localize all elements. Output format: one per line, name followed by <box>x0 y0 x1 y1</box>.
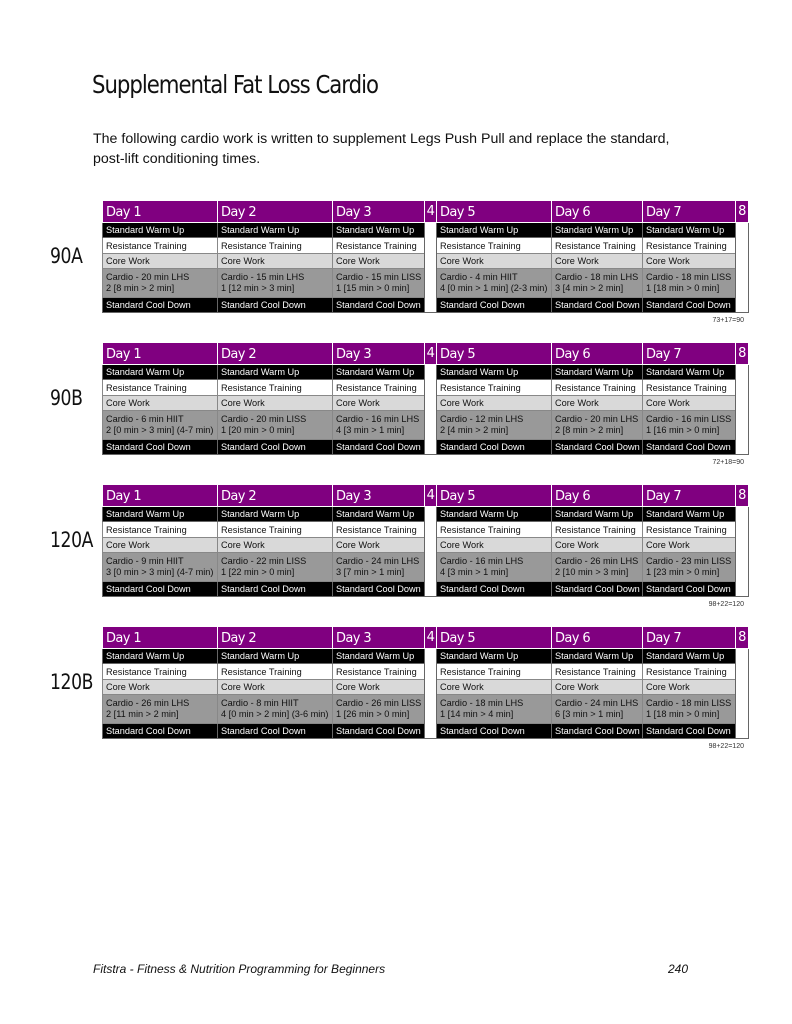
program-label: 120A <box>50 528 94 552</box>
cardio-intervals: 1 [12 min > 3 min] <box>221 283 295 293</box>
rest-day-cell: R <box>736 507 749 597</box>
workout-cell: Standard Cool Down <box>103 440 218 455</box>
cardio-cell <box>552 553 643 582</box>
workout-cell: Resistance Training <box>103 664 218 680</box>
rest-day-cell: R <box>425 223 437 313</box>
cardio-duration: Cardio - 18 min LHS <box>440 698 524 708</box>
workout-cell: Resistance Training <box>437 238 552 254</box>
cardio-cell <box>643 411 736 440</box>
workout-cell: Standard Warm Up <box>552 507 643 522</box>
program-block <box>0 484 792 624</box>
day-header: Day 5 <box>437 201 552 223</box>
day-header: Day 3 <box>333 343 425 365</box>
cardio-duration: Cardio - 12 min LHS <box>440 414 524 424</box>
workout-cell: Standard Cool Down <box>643 440 736 455</box>
workout-cell: Core Work <box>218 538 333 553</box>
workout-cell: Standard Warm Up <box>552 365 643 380</box>
cardio-intervals: 2 [8 min > 2 min] <box>106 283 175 293</box>
rest-day-cell: R <box>736 365 749 455</box>
workout-cell: Standard Warm Up <box>333 649 425 664</box>
workout-cell: Core Work <box>643 680 736 695</box>
workout-cell: Standard Warm Up <box>333 223 425 238</box>
cardio-duration: Cardio - 8 min HIIT <box>221 698 299 708</box>
workout-cell: Standard Warm Up <box>437 365 552 380</box>
workout-cell: Core Work <box>552 680 643 695</box>
cardio-cell <box>437 553 552 582</box>
workout-cell: Standard Cool Down <box>103 298 218 313</box>
workout-cell: Standard Warm Up <box>552 223 643 238</box>
intro-paragraph: The following cardio work is written to supplement Legs Push Pull and replace the standard, post-lift conditioning times. <box>93 131 670 167</box>
cardio-cell <box>552 695 643 724</box>
cardio-cell <box>103 553 218 582</box>
day-header: Day 1 <box>103 485 218 507</box>
day-header: Day 6 <box>552 201 643 223</box>
page-number: 240 <box>668 962 689 976</box>
page-title: Supplemental Fat Loss Cardio <box>92 70 378 99</box>
cardio-intervals: 1 [16 min > 0 min] <box>646 425 720 435</box>
workout-cell: Standard Cool Down <box>643 724 736 739</box>
day-header: 8 <box>736 627 749 649</box>
workout-cell: Resistance Training <box>643 380 736 396</box>
cardio-cell <box>552 411 643 440</box>
workout-cell: Core Work <box>333 254 425 269</box>
workout-cell: Core Work <box>437 254 552 269</box>
day-header: Day 6 <box>552 343 643 365</box>
workout-cell: Resistance Training <box>437 522 552 538</box>
workout-cell: Core Work <box>552 254 643 269</box>
day-header: 4 <box>425 201 437 223</box>
workout-cell: Core Work <box>333 680 425 695</box>
workout-cell: Standard Warm Up <box>437 507 552 522</box>
workout-cell: Standard Cool Down <box>552 582 643 597</box>
cardio-duration: Cardio - 6 min HIIT <box>106 414 184 424</box>
workout-cell: Resistance Training <box>437 380 552 396</box>
workout-cell: Standard Warm Up <box>643 365 736 380</box>
workout-cell: Core Work <box>643 538 736 553</box>
workout-cell: Standard Warm Up <box>103 223 218 238</box>
program-table <box>102 200 749 313</box>
workout-cell: Resistance Training <box>552 522 643 538</box>
day-header: Day 7 <box>643 627 736 649</box>
cardio-duration: Cardio - 24 min LHS <box>336 556 420 566</box>
cardio-duration: Cardio - 22 min LISS <box>221 556 307 566</box>
workout-cell: Standard Cool Down <box>552 298 643 313</box>
workout-cell: Resistance Training <box>218 664 333 680</box>
workout-cell: Standard Cool Down <box>218 298 333 313</box>
workout-cell: Standard Warm Up <box>103 649 218 664</box>
workout-cell: Standard Cool Down <box>552 724 643 739</box>
day-header-row <box>103 201 749 223</box>
workout-cell: Core Work <box>643 396 736 411</box>
program-label: 120B <box>50 670 94 694</box>
day-header: 8 <box>736 485 749 507</box>
workout-cell: Core Work <box>643 254 736 269</box>
workout-cell: Standard Warm Up <box>218 507 333 522</box>
warm-up-row <box>103 507 749 522</box>
cardio-intervals: 1 [20 min > 0 min] <box>221 425 295 435</box>
workout-cell: Resistance Training <box>643 664 736 680</box>
workout-cell: Standard Cool Down <box>643 298 736 313</box>
cardio-intervals: 4 [3 min > 1 min] <box>336 425 405 435</box>
day-header: Day 1 <box>103 343 218 365</box>
day-header: Day 2 <box>218 627 333 649</box>
program-table <box>102 342 749 455</box>
day-header: Day 5 <box>437 343 552 365</box>
cardio-duration: Cardio - 16 min LISS <box>646 414 732 424</box>
time-sum: 98+22=120 <box>708 601 744 608</box>
time-sum: 73+17=90 <box>712 317 744 324</box>
cardio-cell <box>218 411 333 440</box>
workout-cell: Standard Warm Up <box>218 365 333 380</box>
workout-cell: Standard Cool Down <box>437 298 552 313</box>
workout-cell: Core Work <box>103 396 218 411</box>
workout-cell: Resistance Training <box>552 664 643 680</box>
workout-cell: Standard Cool Down <box>333 724 425 739</box>
cardio-duration: Cardio - 26 min LHS <box>106 698 190 708</box>
cardio-intervals: 1 [18 min > 0 min] <box>646 709 720 719</box>
workout-cell: Resistance Training <box>643 238 736 254</box>
day-header: 4 <box>425 343 437 365</box>
warm-up-row <box>103 649 749 664</box>
program-block <box>0 626 792 766</box>
day-header: Day 5 <box>437 485 552 507</box>
workout-cell: Standard Cool Down <box>333 440 425 455</box>
cardio-intervals: 1 [26 min > 0 min] <box>336 709 410 719</box>
day-header: Day 7 <box>643 485 736 507</box>
workout-cell: Standard Warm Up <box>218 649 333 664</box>
time-sum: 72+18=90 <box>712 459 744 466</box>
warm-up-row <box>103 365 749 380</box>
cardio-intervals: 4 [0 min > 1 min] (2-3 min) <box>440 283 548 293</box>
workout-cell: Core Work <box>103 538 218 553</box>
workout-cell: Core Work <box>103 254 218 269</box>
day-header: Day 2 <box>218 343 333 365</box>
cardio-duration: Cardio - 18 min LISS <box>646 698 732 708</box>
workout-cell: Standard Cool Down <box>437 582 552 597</box>
day-header: 8 <box>736 201 749 223</box>
workout-cell: Standard Cool Down <box>218 582 333 597</box>
day-header: Day 2 <box>218 201 333 223</box>
workout-cell: Core Work <box>552 538 643 553</box>
cardio-cell <box>103 695 218 724</box>
cardio-intervals: 2 [8 min > 2 min] <box>555 425 624 435</box>
workout-cell: Resistance Training <box>437 664 552 680</box>
warm-up-row <box>103 223 749 238</box>
cardio-intervals: 2 [0 min > 3 min] (4-7 min) <box>106 425 214 435</box>
cardio-duration: Cardio - 24 min LHS <box>555 698 639 708</box>
rest-day-cell: R <box>425 649 437 739</box>
workout-cell: Resistance Training <box>103 238 218 254</box>
cardio-duration: Cardio - 26 min LHS <box>555 556 639 566</box>
workout-cell: Standard Cool Down <box>103 582 218 597</box>
workout-cell: Standard Warm Up <box>103 365 218 380</box>
rest-day-cell: R <box>736 223 749 313</box>
cardio-cell <box>437 269 552 298</box>
workout-cell: Core Work <box>103 680 218 695</box>
program-label: 90B <box>50 386 83 410</box>
workout-cell: Core Work <box>552 396 643 411</box>
cardio-duration: Cardio - 15 min LHS <box>221 272 305 282</box>
workout-cell: Core Work <box>437 396 552 411</box>
workout-cell: Standard Cool Down <box>643 582 736 597</box>
cardio-intervals: 4 [0 min > 2 min] (3-6 min) <box>221 709 329 719</box>
time-sum: 98+22=120 <box>708 743 744 750</box>
workout-cell: Core Work <box>437 538 552 553</box>
program-block <box>0 200 792 340</box>
workout-cell: Standard Warm Up <box>643 223 736 238</box>
day-header-row <box>103 485 749 507</box>
cardio-duration: Cardio - 20 min LHS <box>555 414 639 424</box>
day-header: 8 <box>736 343 749 365</box>
cardio-cell <box>103 411 218 440</box>
day-header-row <box>103 627 749 649</box>
day-header: 4 <box>425 485 437 507</box>
footer-text: Fitstra - Fitness & Nutrition Programming for Beginners <box>93 962 386 976</box>
workout-cell: Resistance Training <box>103 522 218 538</box>
cardio-intervals: 3 [0 min > 3 min] (4-7 min) <box>106 567 214 577</box>
cardio-duration: Cardio - 9 min HIIT <box>106 556 184 566</box>
workout-cell: Resistance Training <box>218 238 333 254</box>
workout-cell: Standard Warm Up <box>218 223 333 238</box>
day-header: Day 7 <box>643 343 736 365</box>
day-header: Day 3 <box>333 201 425 223</box>
cardio-intervals: 2 [4 min > 2 min] <box>440 425 509 435</box>
workout-cell: Resistance Training <box>552 238 643 254</box>
workout-cell: Resistance Training <box>333 238 425 254</box>
program-table <box>102 484 749 597</box>
workout-cell: Core Work <box>218 396 333 411</box>
cardio-intervals: 1 [15 min > 0 min] <box>336 283 410 293</box>
cardio-cell <box>103 269 218 298</box>
day-header: 4 <box>425 627 437 649</box>
cardio-cell <box>218 695 333 724</box>
workout-cell: Core Work <box>333 396 425 411</box>
cardio-intervals: 2 [11 min > 2 min] <box>106 709 179 719</box>
cardio-cell <box>437 411 552 440</box>
workout-cell: Resistance Training <box>218 522 333 538</box>
cardio-cell <box>643 269 736 298</box>
day-header: Day 5 <box>437 627 552 649</box>
workout-cell: Standard Warm Up <box>103 507 218 522</box>
day-header: Day 6 <box>552 627 643 649</box>
cardio-intervals: 1 [22 min > 0 min] <box>221 567 295 577</box>
rest-day-cell: R <box>736 649 749 739</box>
workout-cell: Resistance Training <box>552 380 643 396</box>
workout-cell: Core Work <box>218 680 333 695</box>
workout-cell: Resistance Training <box>218 380 333 396</box>
workout-cell: Standard Cool Down <box>437 440 552 455</box>
day-header: Day 3 <box>333 485 425 507</box>
workout-cell: Standard Warm Up <box>643 649 736 664</box>
cardio-cell <box>333 411 425 440</box>
day-header: Day 3 <box>333 627 425 649</box>
cardio-duration: Cardio - 16 min LHS <box>336 414 420 424</box>
cardio-cell <box>552 269 643 298</box>
workout-cell: Standard Warm Up <box>437 649 552 664</box>
workout-cell: Resistance Training <box>333 664 425 680</box>
cardio-intervals: 1 [14 min > 4 min] <box>440 709 514 719</box>
cardio-duration: Cardio - 15 min LISS <box>336 272 422 282</box>
day-header: Day 2 <box>218 485 333 507</box>
workout-cell: Standard Cool Down <box>103 724 218 739</box>
day-header: Day 7 <box>643 201 736 223</box>
workout-cell: Standard Cool Down <box>552 440 643 455</box>
cardio-duration: Cardio - 20 min LHS <box>106 272 190 282</box>
program-table <box>102 626 749 739</box>
workout-cell: Standard Warm Up <box>333 365 425 380</box>
workout-cell: Core Work <box>437 680 552 695</box>
cardio-intervals: 1 [23 min > 0 min] <box>646 567 720 577</box>
workout-cell: Resistance Training <box>643 522 736 538</box>
cardio-intervals: 3 [4 min > 2 min] <box>555 283 624 293</box>
cardio-duration: Cardio - 20 min LISS <box>221 414 307 424</box>
cardio-intervals: 4 [3 min > 1 min] <box>440 567 509 577</box>
cardio-duration: Cardio - 4 min HIIT <box>440 272 518 282</box>
rest-day-cell: R <box>425 507 437 597</box>
program-label: 90A <box>50 244 83 268</box>
workout-cell: Standard Cool Down <box>218 440 333 455</box>
workout-cell: Standard Warm Up <box>643 507 736 522</box>
workout-cell: Core Work <box>218 254 333 269</box>
day-header: Day 1 <box>103 201 218 223</box>
cardio-intervals: 6 [3 min > 1 min] <box>555 709 624 719</box>
cardio-cell <box>218 269 333 298</box>
cardio-intervals: 2 [10 min > 3 min] <box>555 567 629 577</box>
cardio-duration: Cardio - 16 min LHS <box>440 556 524 566</box>
workout-cell: Resistance Training <box>333 380 425 396</box>
workout-cell: Standard Cool Down <box>218 724 333 739</box>
cardio-cell <box>643 695 736 724</box>
workout-cell: Standard Cool Down <box>333 298 425 313</box>
cardio-duration: Cardio - 23 min LISS <box>646 556 732 566</box>
program-block <box>0 342 792 482</box>
cardio-cell <box>218 553 333 582</box>
workout-cell: Standard Warm Up <box>552 649 643 664</box>
workout-cell: Standard Warm Up <box>437 223 552 238</box>
cardio-intervals: 3 [7 min > 1 min] <box>336 567 405 577</box>
workout-cell: Standard Cool Down <box>333 582 425 597</box>
workout-cell: Standard Cool Down <box>437 724 552 739</box>
cardio-cell <box>333 269 425 298</box>
cardio-cell <box>333 553 425 582</box>
cardio-cell <box>333 695 425 724</box>
workout-cell: Standard Warm Up <box>333 507 425 522</box>
cardio-duration: Cardio - 18 min LISS <box>646 272 732 282</box>
workout-cell: Resistance Training <box>103 380 218 396</box>
day-header-row <box>103 343 749 365</box>
day-header: Day 6 <box>552 485 643 507</box>
cardio-duration: Cardio - 18 min LHS <box>555 272 639 282</box>
workout-cell: Core Work <box>333 538 425 553</box>
cardio-intervals: 1 [18 min > 0 min] <box>646 283 720 293</box>
cardio-duration: Cardio - 26 min LISS <box>336 698 422 708</box>
cardio-cell <box>643 553 736 582</box>
cardio-cell <box>437 695 552 724</box>
day-header: Day 1 <box>103 627 218 649</box>
rest-day-cell: R <box>425 365 437 455</box>
workout-cell: Resistance Training <box>333 522 425 538</box>
